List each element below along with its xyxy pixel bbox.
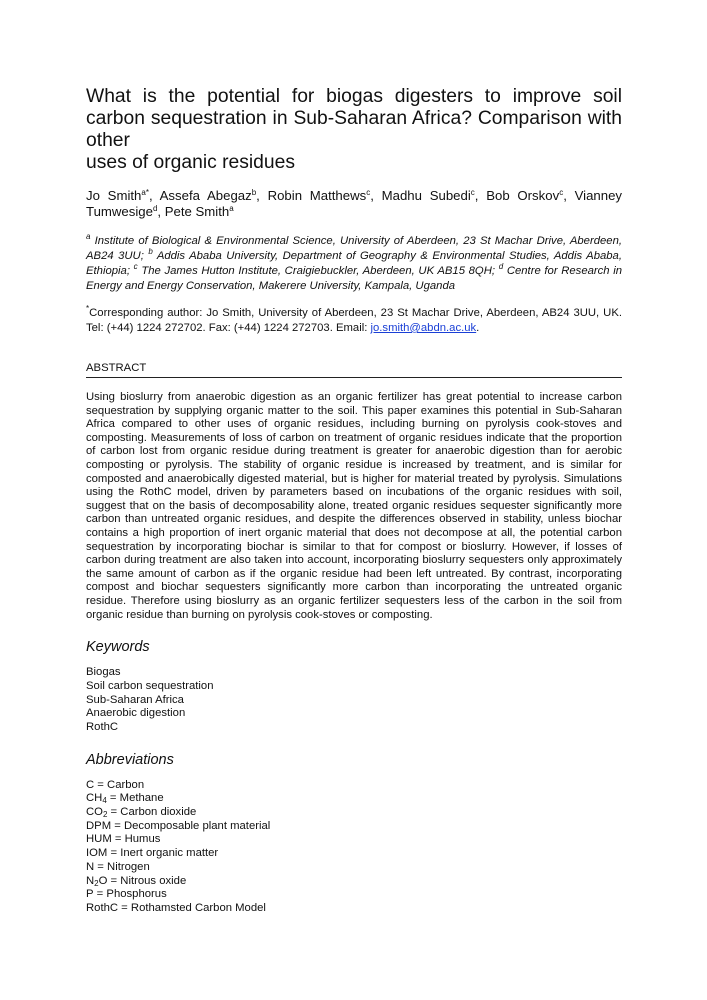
email-link[interactable]: jo.smith@abdn.ac.uk: [370, 322, 477, 334]
author: Robin Matthews$^c$: [267, 188, 371, 203]
author: Bob Orskov$^c$: [486, 188, 564, 203]
abbreviation-item: $CH_4$ = Methane: [86, 792, 164, 806]
affiliation: Institute of Biological & Environmental Science, University of Aberdeen, 23 St Machar Drive, Aberdeen, AB24 3UU;: [86, 235, 623, 262]
abbreviation-item: HUM = Humus: [86, 833, 161, 846]
abbreviation-item: P = Phosphorus: [86, 888, 167, 901]
paper-title: [86, 86, 622, 152]
keyword-item: Biogas: [86, 666, 121, 679]
title-line-2: uses of organic residues: [86, 152, 295, 173]
title-line-1: What is the potential for biogas digesters to improve soil carbon sequestration in Sub-Saharan Africa? Comparison with other: [86, 86, 622, 151]
author: Madhu Subedi$^c$: [381, 188, 475, 203]
abstract-text: Using bioslurry from anaerobic digestion as an organic fertilizer has great potential to increase carbon sequestration by supplying organic matter to the soil. This paper examines this potential in Sub-Saharan Africa compared to other uses of organic residues, including burning on pyrolysis cook-stoves and composting. Measurements of loss of carbon on treatment of organic residues indicate that the proportion of carbon lost from organic residue during treatment is greater for anaerobic digestion than for aerobic composting or pyrolysis. The stability of organic residue is increased by treatment, and is similar for composted and anaerobically digested material, but is higher for material treated by pyrolysis. Simulations using the RothC model, driven by parameters based on incubations of the organic residues with soil, suggest that on the basis of decomposability alone, treated organic residues sequester significantly more carbon than untreated organic residues, and despite the differences observed in stability, unless biochar contains a high proportion of inert organic material that does not decompose at all, the potential carbon sequestration by incorporating biochar is similar to that for compost or bioslurry. However, if losses of carbon during treatment are also taken into account, incorporating bioslurry sequesters only approximately the same amount of carbon as if the organic residue had been left untreated. By contrast, incorporating compost and biochar sequesters significantly more carbon than incorporating the untreated organic residue. Therefore using bioslurry as an organic fertilizer sequesters less of the carbon in the soil from organic residue than burning on pyrolysis cook-stoves or composting.: [86, 391, 622, 621]
abbreviations-heading: Abbreviations: [86, 751, 174, 768]
abbreviation-item: DPM = Decomposable plant material: [86, 819, 271, 832]
abbreviation-item: $N_2O$ = Nitrous oxide: [86, 874, 187, 888]
keyword-item: Anaerobic digestion: [86, 707, 186, 720]
author-list: Jo Smith$^{a*}$, Assefa Abegaz$^b$, Robin Matthews$^c$, Madhu Subedi$^c$, Bob Orskov$^c$, Vianney Tumwesige$^d$, Pete Smith$^a$: [86, 188, 623, 219]
abbreviation-item: RothC = Rothamsted Carbon Model: [86, 901, 266, 914]
abbreviations-list: [86, 779, 622, 916]
abbreviation-item: IOM = Inert organic matter: [86, 847, 219, 860]
keywords-list: [86, 666, 622, 735]
affiliation: The James Hutton Institute, Craigiebuckler, Aberdeen, UK AB15 8QH;: [141, 265, 496, 277]
author: Jo Smith$^{a*}$: [86, 188, 149, 203]
keyword-item: Sub-Saharan Africa: [86, 693, 184, 706]
affiliation: Addis Ababa University, Department of Geography & Environmental Studies, Addis Ababa, Ethiopia;: [86, 250, 622, 277]
affiliation: Centre for Research in Energy and Energy Conservation, Makerere University, Kampala, Uganda: [86, 265, 623, 292]
keywords-heading: Keywords: [86, 639, 150, 656]
author: Vianney Tumwesige$^d$: [86, 188, 623, 219]
abbreviation-item: C = Carbon: [86, 778, 145, 791]
keyword-item: RothC: [86, 720, 119, 733]
paper-page: [86, 86, 622, 916]
author: Assefa Abegaz$^b$: [159, 188, 257, 203]
keyword-item: Soil carbon sequestration: [86, 679, 214, 692]
author: Pete Smith$^a$: [164, 204, 234, 219]
abstract-heading: ABSTRACT: [86, 361, 622, 378]
corresponding-author: *Corresponding author: Jo Smith, University of Aberdeen, 23 St Machar Drive, Aberdeen, AB24 3UU, UK. Tel: (+44) 1224 272702. Fax: (+44) 1224 272703. Email: jo.smith@abdn.ac.uk.: [86, 304, 622, 334]
abbreviation-item: $CO_2$ = Carbon dioxide: [86, 806, 197, 820]
affiliations: $^a$ Institute of Biological & Environmental Science, University of Aberdeen, 23 St Machar Drive, Aberdeen, AB24 3UU; $^b$ Addis Ababa University, Department of Geography & Environmental Studies, Addis Ababa, Ethiopia; $^c$ The James Hutton Institute, Craigiebuckler, Aberdeen, UK AB15 8QH; $^d$ Centre for Research in Energy and Energy Conservation, Makerere University, Kampala, Uganda: [86, 232, 623, 292]
abbreviation-item: N = Nitrogen: [86, 860, 150, 873]
